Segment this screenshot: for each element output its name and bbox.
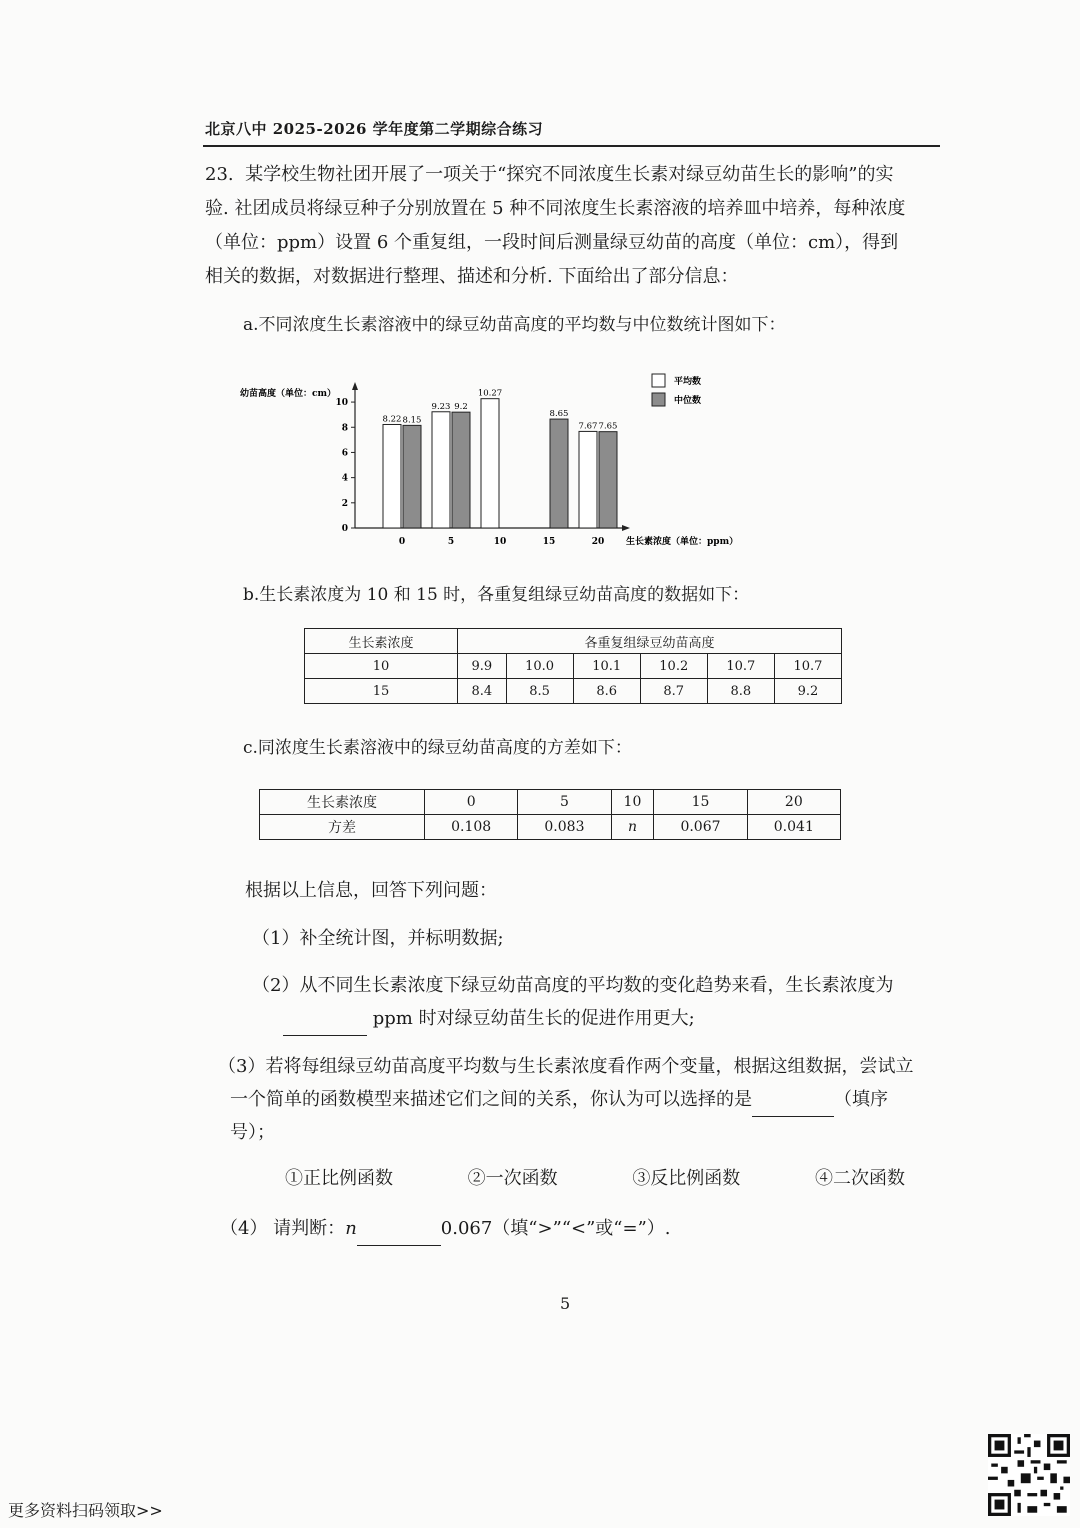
y-tick-label: 6: [341, 448, 348, 459]
bar-value-label: 10.27: [477, 388, 503, 399]
part-c-label: c.同浓度生长素溶液中的绿豆幼苗高度的方差如下：: [243, 738, 632, 758]
q2-line2: [283, 1002, 1018, 1036]
bar-median: [452, 412, 470, 528]
bar-value-label: 8.22: [382, 414, 402, 425]
q3-text: （3）若将每组绿豆幼苗高度平均数与生长素浓度看作两个变量，根据这组数据，尝试立: [218, 1056, 914, 1077]
x-axis-label: 生长素浓度（单位：ppm）: [626, 537, 739, 547]
y-axis-arrow: [352, 382, 358, 390]
table-cell: 10.7: [707, 654, 774, 679]
table-cell: 8.8: [707, 679, 774, 704]
bar-median: [599, 432, 617, 528]
intro-line-3: （单位：ppm）设置 6 个重复组，一段时间后测量绿豆幼苗的高度（单位：cm），得到: [205, 232, 899, 253]
table-cell: 0.108: [425, 815, 518, 840]
intro-line-4: 相关的数据，对数据进行整理、描述和分析. 下面给出了部分信息：: [205, 266, 739, 287]
table-cell: 9.2: [774, 679, 841, 704]
q2-text: （2）从不同生长素浓度下绿豆幼苗高度的平均数的变化趋势来看，生长素浓度为: [252, 975, 894, 996]
q4-prefix: （4） 请判断：: [220, 1218, 346, 1239]
q1-text: （1）补全统计图，并标明数据;: [252, 928, 504, 949]
table-row: [305, 654, 842, 679]
bar-mean: [481, 399, 499, 528]
table-cell: 0: [425, 790, 518, 815]
q3-line2: [230, 1083, 950, 1117]
table-cell: 8.5: [506, 679, 573, 704]
page-number: 5: [560, 1294, 571, 1313]
option-4: ④二次函数: [814, 1168, 905, 1189]
table-cell: 15: [654, 790, 747, 815]
x-tick-label: 15: [542, 537, 556, 547]
q3-line3: 号）；: [230, 1122, 275, 1143]
legend-median-label: 中位数: [674, 396, 702, 406]
y-tick-label: 10: [335, 398, 348, 409]
table-cell: 0.041: [747, 815, 840, 840]
option-3: ③反比例函数: [632, 1168, 741, 1189]
q3-options: [285, 1164, 905, 1190]
table-cell: 0.083: [518, 815, 611, 840]
qr-code-icon[interactable]: [988, 1434, 1070, 1516]
legend-median-swatch: [652, 393, 665, 406]
table-cell: 8.7: [640, 679, 707, 704]
table-cell: 0.067: [654, 815, 747, 840]
q3-line2-text: 一个简单的函数模型来描述它们之间的关系，你认为可以选择的是: [230, 1089, 752, 1110]
table-cell: 5: [518, 790, 611, 815]
x-tick-label: 0: [398, 537, 406, 547]
table-cell: 8.6: [573, 679, 640, 704]
answer-prompt: 根据以上信息，回答下列问题：: [245, 880, 497, 901]
bar-chart: [230, 362, 770, 552]
table-row: [260, 790, 841, 815]
x-axis-arrow: [622, 525, 630, 531]
table-cell: 15: [305, 679, 458, 704]
question-number: 23.: [205, 164, 234, 185]
table-b-header-conc: 生长素浓度: [305, 629, 458, 654]
table-cell: 9.9: [458, 654, 507, 679]
option-1: ①正比例函数: [285, 1168, 393, 1189]
x-tick-label: 5: [447, 537, 455, 547]
bar-value-label: 7.67: [578, 421, 598, 432]
table-cell: 10: [611, 790, 654, 815]
table-cell: 10: [305, 654, 458, 679]
bar-median: [550, 419, 568, 528]
q2-line2-text: ppm 时对绿豆幼苗生长的促进作用更大;: [372, 1008, 695, 1029]
q4-variable: n: [345, 1218, 357, 1239]
q4-suffix: 0.067（填“>”“<”或“=”）.: [440, 1218, 671, 1239]
question-intro: [205, 158, 940, 294]
q3-line2-tail: （填序: [834, 1089, 888, 1110]
q2-answer-blank[interactable]: [283, 1017, 367, 1036]
intro-line-1: 某学校生物社团开展了一项关于“探究不同浓度生长素对绿豆幼苗生长的影响”的实: [245, 164, 894, 185]
legend-mean-label: 平均数: [674, 377, 702, 387]
bar-mean: [579, 431, 597, 528]
y-axis-label: 幼苗高度（单位：cm）: [240, 389, 337, 399]
bar-value-label: 8.15: [402, 415, 422, 426]
table-b-header-row: [305, 629, 842, 654]
table-cell: 8.4: [458, 679, 507, 704]
option-2: ②一次函数: [467, 1168, 558, 1189]
q4-answer-blank[interactable]: [357, 1227, 441, 1246]
y-tick-label: 8: [341, 423, 348, 434]
x-tick-label: 20: [591, 537, 605, 547]
y-tick-label: 4: [341, 473, 348, 484]
header-divider: [203, 145, 940, 147]
table-cell: 生长素浓度: [260, 790, 425, 815]
table-cell: 10.0: [506, 654, 573, 679]
bar-median: [403, 425, 421, 528]
x-tick-label: 10: [493, 537, 507, 547]
table-row: [305, 679, 842, 704]
table-b-header-heights: 各重复组绿豆幼苗高度: [458, 629, 842, 654]
part-b-label: b.生长素浓度为 10 和 15 时，各重复组绿豆幼苗高度的数据如下：: [243, 585, 750, 605]
table-cell: n: [611, 815, 654, 840]
bar-mean: [432, 412, 450, 528]
bar-value-label: 9.23: [431, 401, 451, 412]
table-cell: 20: [747, 790, 840, 815]
q4-text: [220, 1212, 955, 1246]
table-b: [304, 628, 842, 704]
table-cell: 10.7: [774, 654, 841, 679]
table-row: [260, 815, 841, 840]
exam-header: 北京八中 2025-2026 学年度第二学期综合练习: [205, 120, 544, 138]
part-a-label: a.不同浓度生长素溶液中的绿豆幼苗高度的平均数与中位数统计图如下：: [243, 315, 786, 335]
bar-value-label: 8.65: [549, 409, 569, 420]
bar-value-label: 9.2: [454, 402, 468, 413]
table-cell: 10.1: [573, 654, 640, 679]
q3-answer-blank[interactable]: [752, 1098, 834, 1117]
bar-mean: [383, 424, 401, 528]
table-c: [259, 789, 841, 840]
y-tick-label: 2: [341, 498, 348, 509]
legend-mean-swatch: [652, 374, 665, 387]
intro-line-2: 验. 社团成员将绿豆种子分别放置在 5 种不同浓度生长素溶液的培养皿中培养，每种浓度: [205, 198, 906, 219]
y-tick-label: 0: [341, 524, 348, 534]
footer-link[interactable]: 更多资料扫码领取>>: [8, 1501, 163, 1520]
table-cell: 方差: [260, 815, 425, 840]
bar-value-label: 7.65: [598, 421, 618, 432]
table-cell: 10.2: [640, 654, 707, 679]
